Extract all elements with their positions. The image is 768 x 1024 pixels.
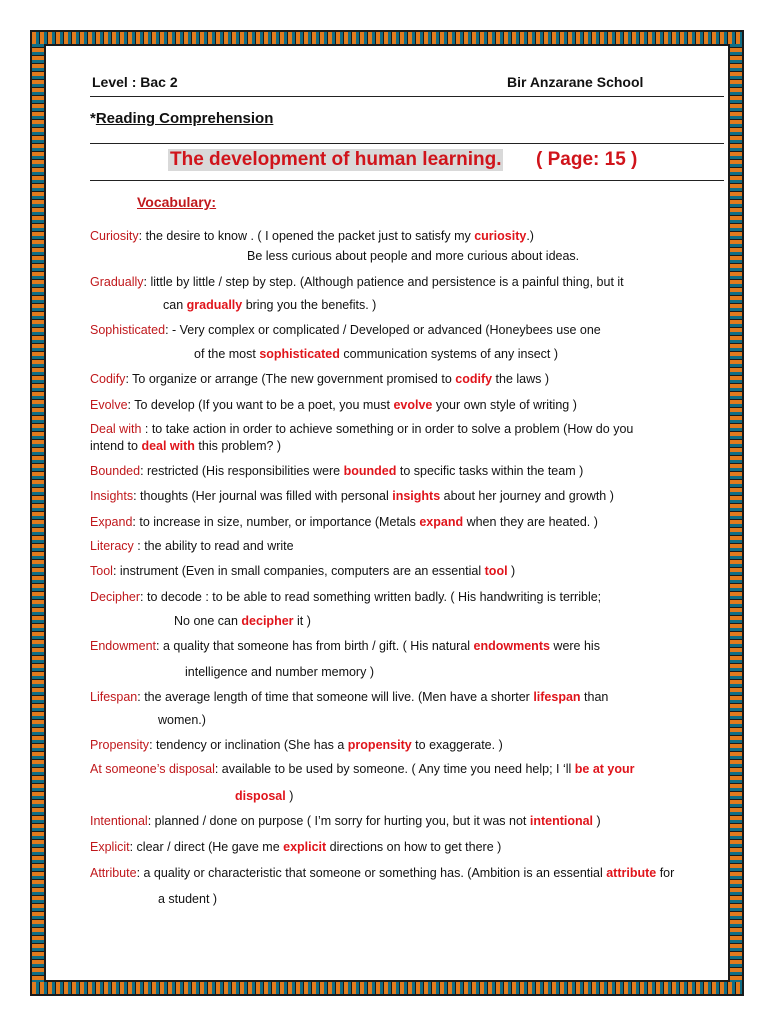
definition: : available to be used by someone. ( Any time you need help; I ‘ll [214, 762, 575, 776]
example-highlight: explicit [283, 840, 327, 854]
example-start: can [163, 298, 187, 312]
example-end: about her journey and growth ) [440, 489, 614, 503]
example-highlight: gradually [186, 298, 243, 312]
example-highlight: codify [455, 372, 493, 386]
entry-literacy [90, 538, 294, 555]
term: Sophisticated [90, 323, 166, 337]
example-end: ) [507, 564, 516, 578]
example-end: to exaggerate. ) [411, 738, 503, 752]
entry-endowment-line2: intelligence and number memory ) [185, 665, 374, 679]
definition: : to increase in size, number, or importance (Metals [132, 515, 420, 529]
entry-lifespan-line2: women.) [158, 713, 206, 727]
example-end: ) [285, 789, 294, 803]
term: Endowment [90, 639, 157, 653]
entry-explicit [90, 839, 501, 856]
entry-evolve [90, 397, 577, 414]
example-highlight-cont: disposal [235, 789, 286, 803]
definition: : the desire to know . ( I opened the packet just to satisfy my [138, 229, 475, 243]
term: Deal with [90, 422, 145, 436]
example-highlight: sophisticated [259, 347, 340, 361]
example-end: this problem? ) [194, 439, 282, 453]
example-highlight: bounded [343, 464, 397, 478]
entry-lifespan [90, 689, 608, 706]
term: Literacy [90, 539, 138, 553]
example-highlight: intentional [529, 814, 594, 828]
level-label: Level : Bac 2 [92, 74, 178, 90]
example-end: when they are heated. ) [463, 515, 598, 529]
definition: : planned / done on purpose ( I’m sorry for hurting you, but it was not [147, 814, 530, 828]
example-highlight: curiosity [474, 229, 527, 243]
definition: : To organize or arrange (The new government promised to [125, 372, 456, 386]
definition: : the average length of time that someone will live. (Men have a shorter [137, 690, 534, 704]
entry-attribute [90, 865, 674, 882]
definition: : To develop (If you want to be a poet, you must [127, 398, 394, 412]
example-end: the laws ) [492, 372, 550, 386]
term: Evolve [90, 398, 128, 412]
term: At someone’s disposal [90, 762, 215, 776]
entry-codify [90, 371, 549, 388]
section-title: Reading Comprehension [95, 110, 274, 127]
definition: : the ability to read and write [137, 539, 294, 553]
example-end: bring you the benefits. ) [242, 298, 377, 312]
entry-curiosity [90, 228, 534, 245]
term: Explicit [90, 840, 130, 854]
term: Tool [90, 564, 113, 578]
term: Codify [90, 372, 126, 386]
page-title: The development of human learning. [170, 149, 502, 170]
entry-disposal-line2 [235, 788, 293, 805]
title-box [90, 143, 724, 181]
entry-gradually-line2 [163, 297, 376, 314]
example-highlight: deal with [141, 439, 195, 453]
example-end: for [656, 866, 675, 880]
entry-intentional [90, 813, 601, 830]
definition: : to decode : to be able to read something written badly. ( His handwriting is terrible; [140, 590, 602, 604]
example-start: intend to [90, 439, 142, 453]
entry-bounded [90, 463, 583, 480]
school-name: Bir Anzarane School [507, 74, 644, 90]
example-end: than [580, 690, 609, 704]
example-highlight: tool [484, 564, 508, 578]
definition: : restricted (His responsibilities were [140, 464, 344, 478]
example-end: it ) [293, 614, 311, 628]
entry-insights [90, 488, 614, 505]
term: Attribute [90, 866, 137, 880]
section-prefix: * [90, 110, 96, 127]
example-end: to specific tasks within the team ) [396, 464, 584, 478]
example-start: No one can [174, 614, 242, 628]
example-end: communication systems of any insect ) [339, 347, 559, 361]
entry-propensity [90, 737, 503, 754]
entry-sophisticated [90, 322, 601, 339]
vocabulary-heading: Vocabulary: [137, 194, 217, 210]
example-start: of the most [194, 347, 260, 361]
entry-curiosity-quote: Be less curious about people and more curious about ideas. [247, 249, 580, 263]
definition: : instrument (Even in small companies, computers are an essential [112, 564, 485, 578]
term: Lifespan [90, 690, 138, 704]
definition: : a quality that someone has from birth / gift. ( His natural [156, 639, 474, 653]
entry-decipher-line2 [174, 613, 311, 630]
example-highlight: endowments [473, 639, 550, 653]
entry-gradually [90, 274, 624, 291]
entry-deal-with [90, 421, 633, 438]
example-highlight: decipher [241, 614, 294, 628]
definition: : thoughts (Her journal was filled with personal [133, 489, 393, 503]
definition: : clear / direct (He gave me [129, 840, 284, 854]
example-end: your own style of writing ) [432, 398, 577, 412]
definition: : to take action in order to achieve something or in order to solve a problem (How do you [144, 422, 634, 436]
example-end: .) [526, 229, 534, 243]
example-end: directions on how to get there ) [326, 840, 502, 854]
example-end: ) [593, 814, 601, 828]
entry-endowment [90, 638, 600, 655]
term: Gradually [90, 275, 144, 289]
definition: : - Very complex or complicated / Developed or advanced (Honeybees use one [165, 323, 601, 337]
term: Curiosity [90, 229, 139, 243]
example-highlight: evolve [393, 398, 433, 412]
definition: : little by little / step by step. (Although patience and persistence is a painful thing, but it [143, 275, 624, 289]
entry-decipher [90, 589, 601, 606]
entry-attribute-line2: a student ) [158, 892, 218, 906]
entry-tool [90, 563, 515, 580]
term: Decipher [90, 590, 141, 604]
example-highlight: expand [419, 515, 464, 529]
example-highlight: be at your [574, 762, 635, 776]
entry-expand [90, 514, 598, 531]
term: Expand [90, 515, 133, 529]
page-reference: ( Page: 15 ) [536, 149, 638, 170]
example-end: were his [549, 639, 600, 653]
example-highlight: propensity [347, 738, 412, 752]
example-highlight: insights [392, 489, 441, 503]
entry-deal-with-line2 [90, 438, 281, 455]
definition: : tendency or inclination (She has a [149, 738, 348, 752]
entry-disposal [90, 761, 635, 778]
term: Intentional [90, 814, 148, 828]
term: Insights [90, 489, 134, 503]
example-highlight: lifespan [533, 690, 581, 704]
example-highlight: attribute [606, 866, 657, 880]
entry-sophisticated-line2 [194, 346, 558, 363]
term: Propensity [90, 738, 150, 752]
section-label [90, 110, 273, 127]
header-row [90, 70, 724, 97]
term: Bounded [90, 464, 141, 478]
definition: : a quality or characteristic that someone or something has. (Ambition is an essential [136, 866, 607, 880]
